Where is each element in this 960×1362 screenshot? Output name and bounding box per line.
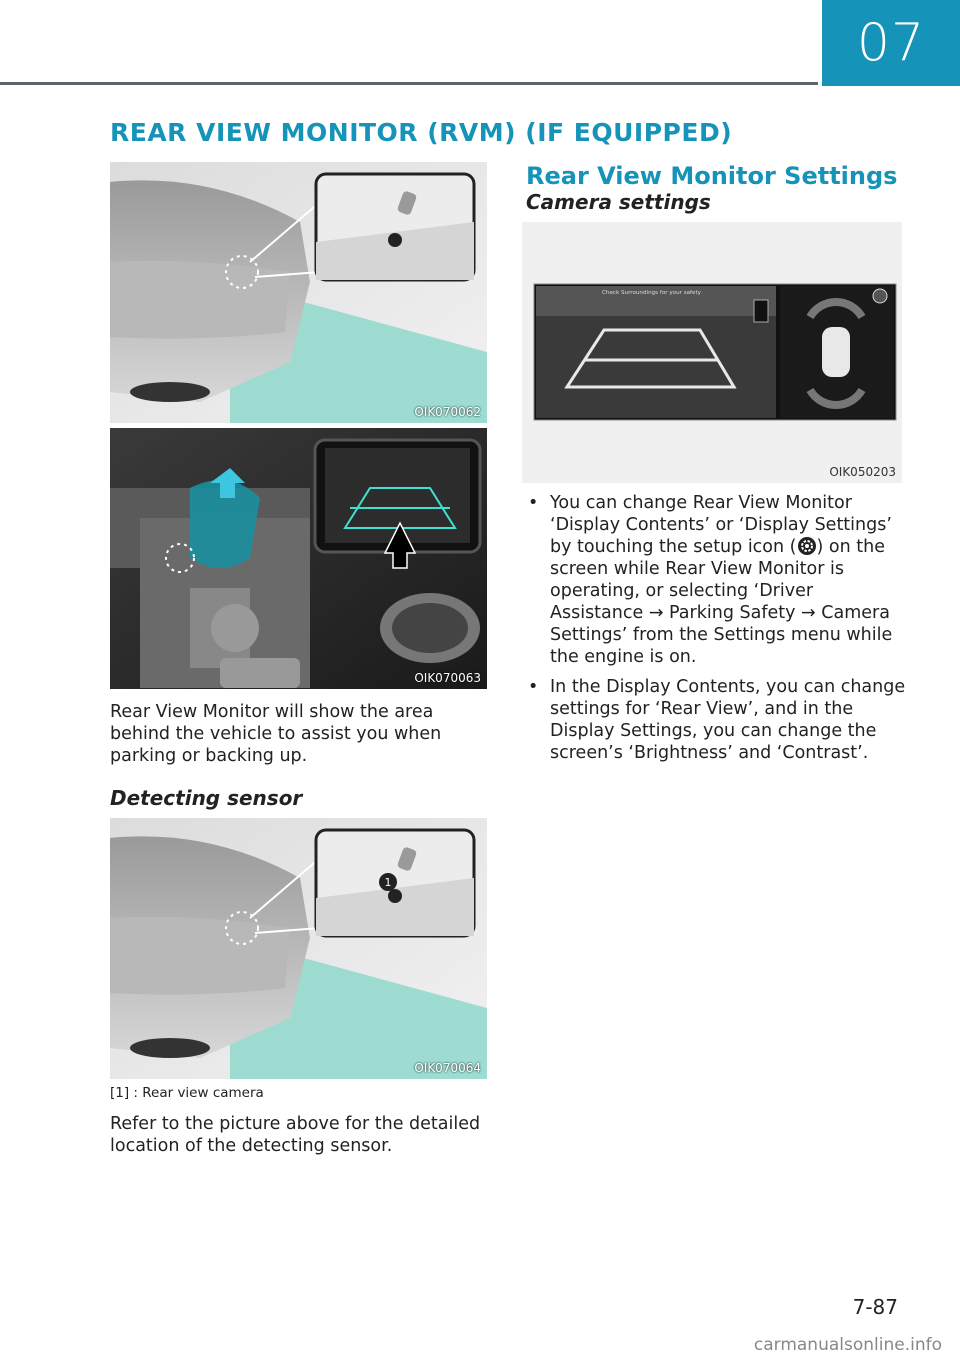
figure-camera-screen: [522, 222, 902, 483]
camera-screen-banner: Check Surroundings for your safety: [602, 290, 701, 296]
settings-bullet-list: [528, 492, 908, 772]
detecting-sensor-heading: Detecting sensor: [110, 786, 303, 810]
setup-gear-icon: [797, 536, 817, 556]
chapter-tab: 07: [822, 0, 960, 86]
list-item: [528, 676, 908, 764]
list-item: [528, 492, 908, 668]
figure-code: OIK050203: [829, 465, 896, 479]
settings-heading: Rear View Monitor Settings: [526, 162, 898, 190]
header-rule: [0, 82, 818, 85]
detecting-sensor-paragraph: Refer to the picture above for the detailed location of the detecting sensor.: [110, 1114, 481, 1156]
figure-gear-shifter: [110, 428, 487, 689]
camera-settings-heading: Camera settings: [526, 190, 711, 214]
figure-code: OIK070064: [414, 1061, 481, 1075]
figure-code: OIK070062: [414, 405, 481, 419]
intro-paragraph: Rear View Monitor will show the area behind the vehicle to assist you when parking or backing up.: [110, 702, 442, 766]
shifter-illustration: [110, 428, 487, 689]
callout-caption: [1] : Rear view camera: [110, 1085, 264, 1101]
page-number: 7-87: [852, 1295, 898, 1319]
bullet2-text: In the Display Contents, you can change settings for ‘Rear View’, and in the Display Settings, you can change the screen’s ‘Brightness’ and ‘Contrast’.: [550, 677, 906, 763]
camera-screen-illustration: [522, 222, 902, 483]
svg-text:1: 1: [384, 876, 392, 889]
watermark: carmanualsonline.info: [753, 1335, 942, 1355]
bullet1-text-start: You can change Rear View Monitor ‘Display Contents’ or ‘Display Settings’ by touching the setup icon (: [550, 493, 892, 557]
figure-detecting-sensor: [110, 818, 487, 1079]
figure-rear-camera-location: [110, 162, 487, 423]
figure-code: OIK070063: [414, 671, 481, 685]
bullet1-text-end: ) on the screen while Rear View Monitor is operating, or selecting ‘Driver Assistance → Parking Safety → Camera Settings’ from the Settings menu while the engine is on.: [550, 537, 893, 667]
rear-car-sensor-illustration: [110, 818, 487, 1079]
section-title: REAR VIEW MONITOR (RVM) (IF EQUIPPED): [110, 118, 733, 147]
rear-car-illustration: [110, 162, 487, 423]
